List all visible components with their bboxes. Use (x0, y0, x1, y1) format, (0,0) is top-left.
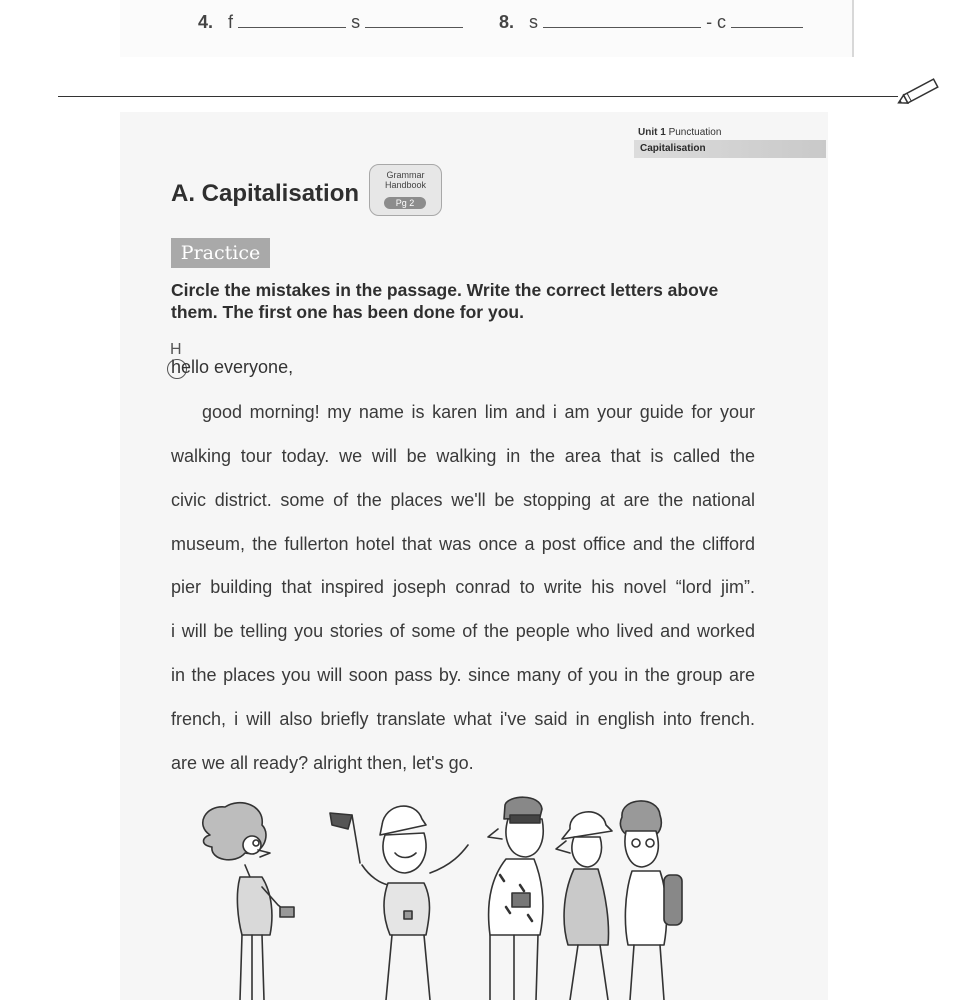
passage-line: civic district. some of the places we'll be stopping at are the national (171, 490, 755, 510)
answer-blank[interactable] (238, 13, 346, 28)
passage-line: are we all ready? alright then, let's go. (171, 753, 474, 773)
passage-line: pier building that inspired joseph conrad to write his novel “lord jim”. (171, 577, 755, 597)
passage-line: in the places you will soon pass by. since many of you in the group are (171, 665, 755, 685)
practice-label: Practice (171, 238, 270, 268)
tour-group-illustration (190, 795, 690, 1000)
passage-greeting: hello everyone, (171, 357, 294, 377)
passage-line: good morning! my name is karen lim and i am your guide for your (202, 402, 755, 422)
pencil-icon (894, 78, 946, 106)
page-divider (58, 96, 898, 97)
tourist-backpack-figure (620, 801, 682, 1000)
hint-letter: s (351, 12, 361, 32)
tour-guide-figure (330, 806, 468, 1000)
handbook-line1: Grammar (386, 170, 425, 180)
hint-letter: f (228, 12, 234, 32)
passage-line: french, i will also briefly translate what i've said in english into french. (171, 709, 755, 729)
passage-line: museum, the fullerton hotel that was once a post office and the clifford (171, 534, 755, 554)
section-title: A. Capitalisation (171, 180, 360, 207)
woman-curly-hair-figure (203, 803, 294, 1000)
unit-label: Unit 1 Punctuation (638, 127, 722, 138)
subtopic-label: Capitalisation (640, 143, 706, 154)
answer-blank[interactable] (731, 13, 803, 28)
hint-letter: s (529, 12, 539, 32)
exercise-number: 8. (499, 12, 515, 32)
example-correction: H (170, 341, 182, 358)
hint-letter: - c (706, 12, 727, 32)
handbook-line2: Handbook (384, 180, 427, 190)
instruction-text: Circle the mistakes in the passage. Write the correct letters above them. The first one has been done for you. (171, 280, 719, 322)
handbook-page: Pg 2 (384, 197, 426, 209)
answer-blank[interactable] (365, 13, 463, 28)
tourist-hat-figure (556, 812, 612, 1000)
grammar-handbook-badge (369, 164, 442, 216)
passage-line: walking tour today. we will be walking in the area that is called the (171, 446, 755, 466)
exercise-row-4 (198, 12, 463, 33)
exercise-row-8 (499, 12, 803, 33)
answer-blank[interactable] (543, 13, 701, 28)
passage-line: i will be telling you stories of some of the people who lived and worked (171, 621, 755, 641)
tourist-camera-figure (488, 797, 543, 1000)
exercise-number: 4. (198, 12, 214, 32)
